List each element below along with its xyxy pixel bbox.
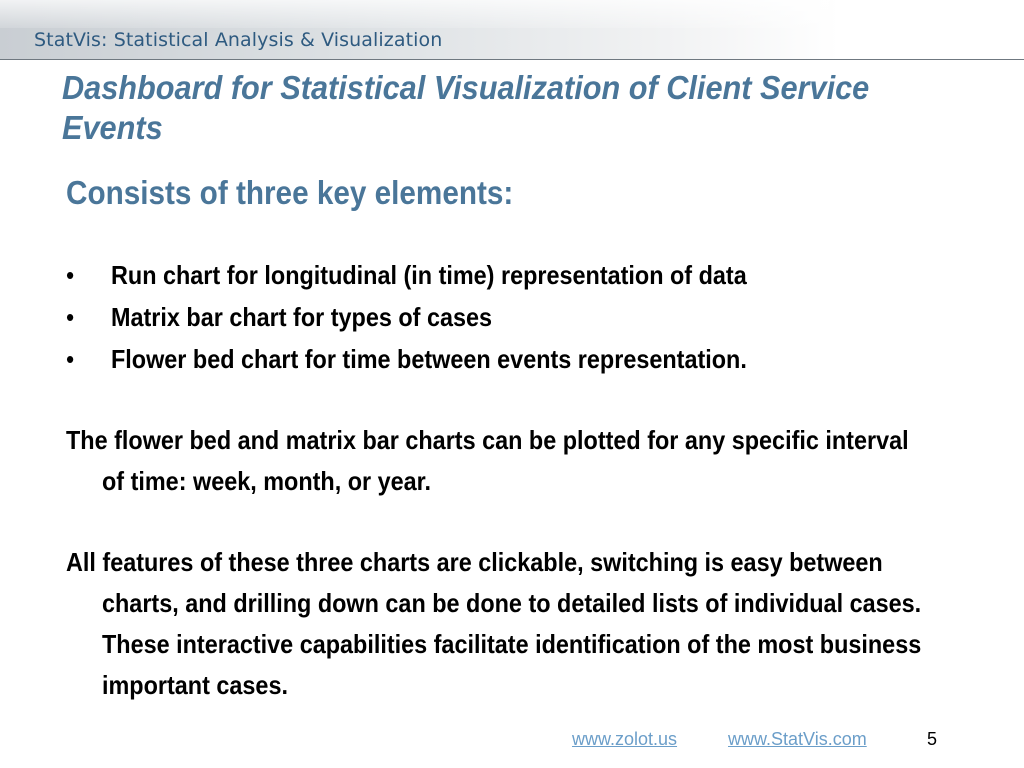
footer-link-statvis-text[interactable]: www.StatVis.com xyxy=(728,729,867,749)
bullet-icon: • xyxy=(66,302,75,332)
list-item-text: Flower bed chart for time between events representation. xyxy=(111,344,747,374)
header-gloss xyxy=(0,0,830,28)
paragraph-time-interval: The flower bed and matrix bar charts can be plotted for any specific interval of time: week, month, or year. xyxy=(66,425,909,496)
list-item-text: Run chart for longitudinal (in time) representation of data xyxy=(111,260,747,290)
paragraph-interactivity: All features of these three charts are clickable, switching is easy between charts, and drilling down can be done to detailed lists of individual cases. These interactive capabilities facilitate identification of the most business important cases. xyxy=(66,547,922,700)
slide-title: Dashboard for Statistical Visualization of Client Service Events xyxy=(62,69,870,146)
brand-logo-text: StatVis: Statistical Analysis & Visualization xyxy=(34,29,443,51)
list-item-text: Matrix bar chart for types of cases xyxy=(111,302,493,332)
footer-link-statvis[interactable] xyxy=(728,729,867,750)
footer-link-zolot[interactable] xyxy=(572,729,677,750)
page-number: 5 xyxy=(927,729,938,749)
slide-body xyxy=(66,172,930,706)
list-item xyxy=(66,254,930,296)
list-item xyxy=(66,338,930,380)
key-elements-list xyxy=(66,254,930,380)
list-item xyxy=(66,296,930,338)
footer-link-zolot-text[interactable]: www.zolot.us xyxy=(572,729,678,749)
bullet-icon: • xyxy=(66,260,75,290)
header-divider xyxy=(0,59,1024,60)
section-subheading: Consists of three key elements: xyxy=(66,174,514,211)
bullet-icon: • xyxy=(66,344,75,374)
